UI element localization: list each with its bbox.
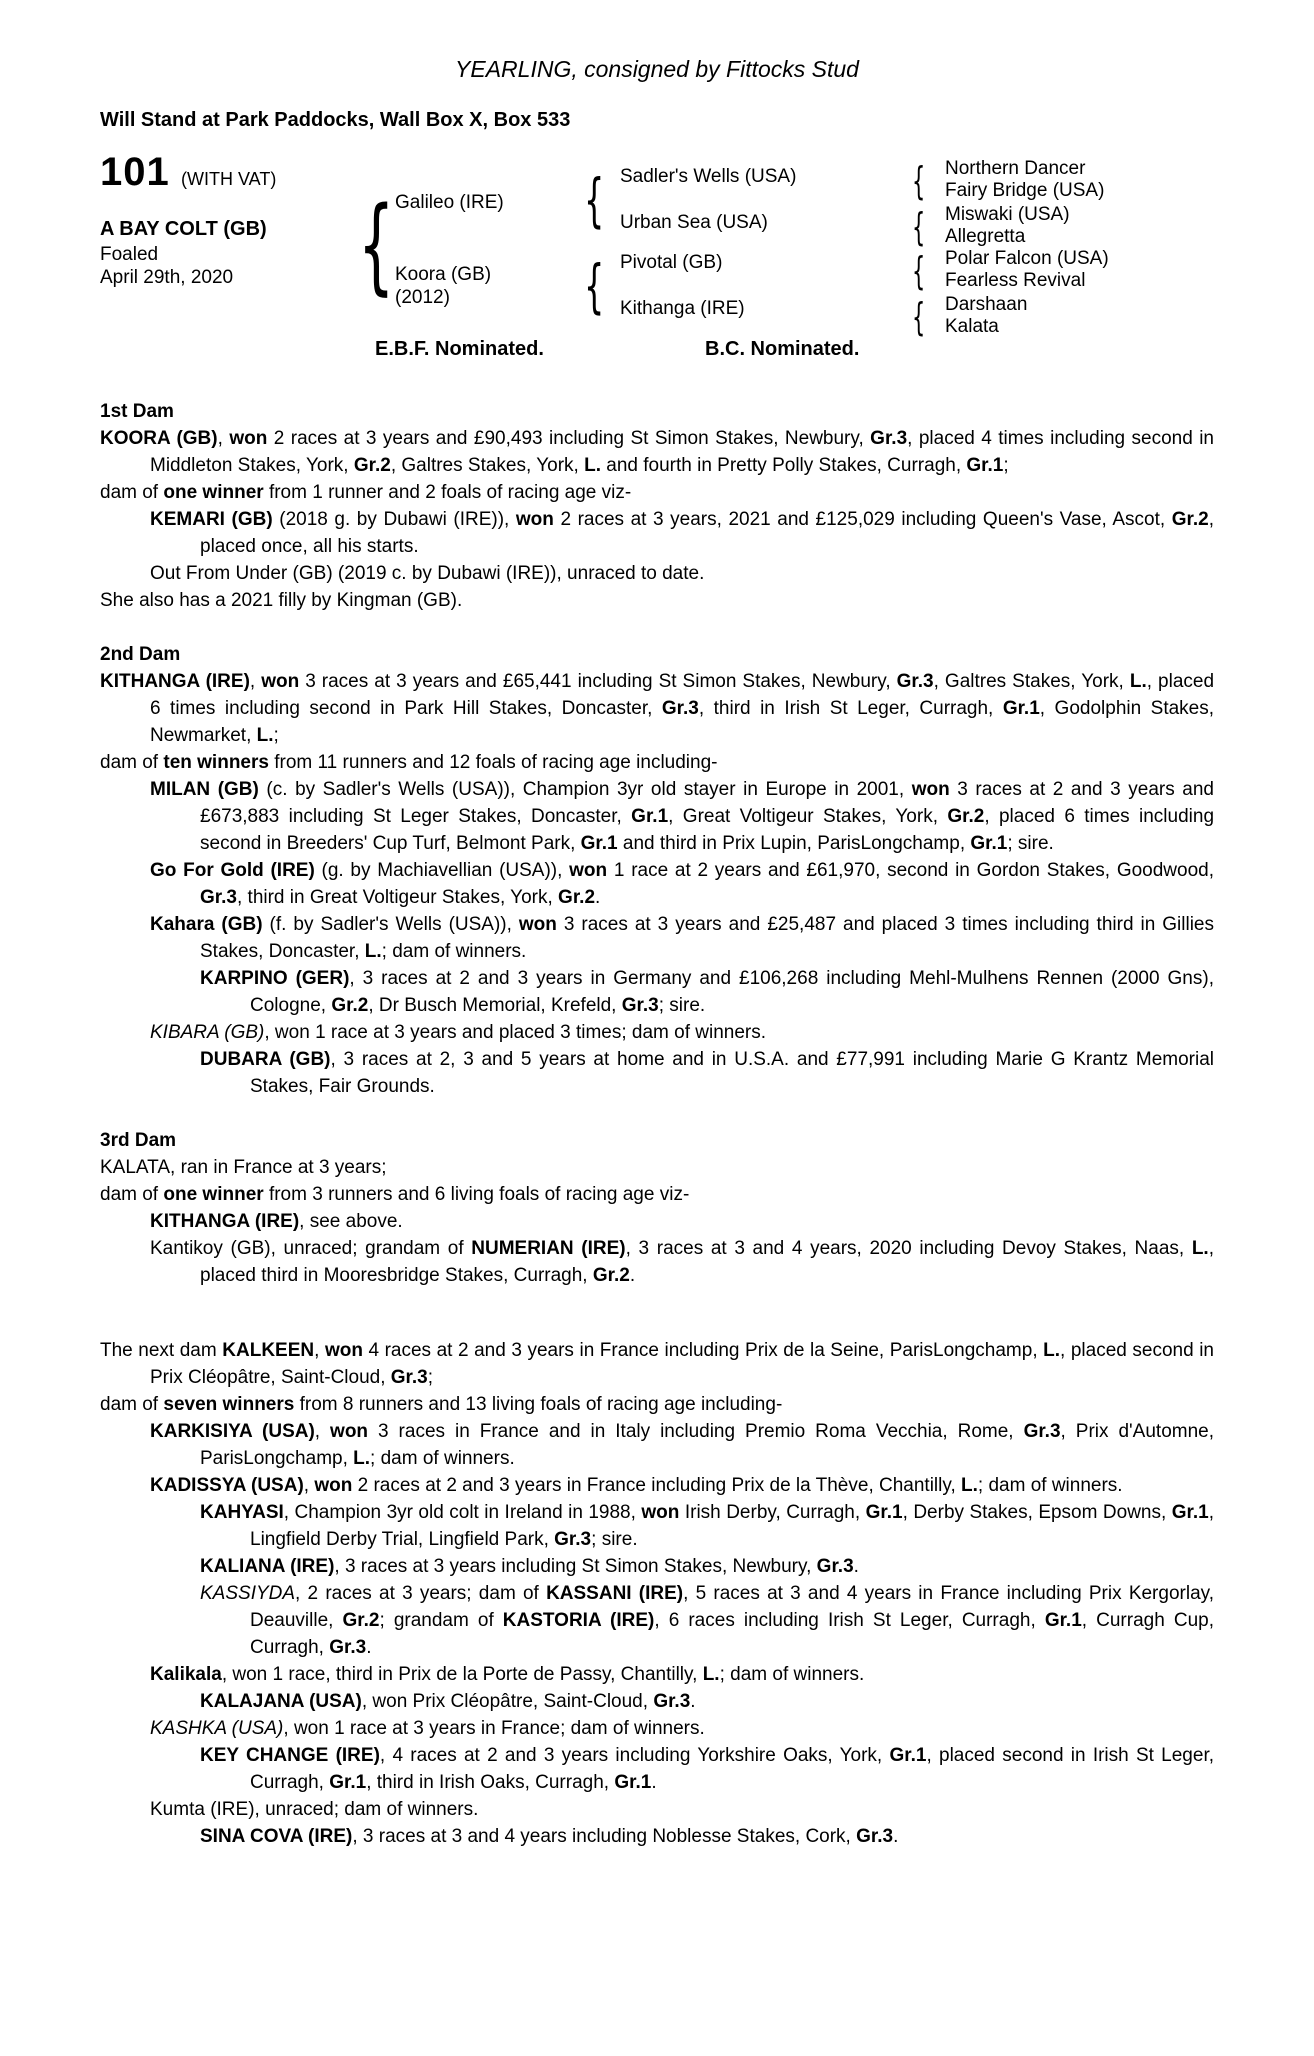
dam-name: Koora (GB) xyxy=(395,264,492,285)
great-grandparent-name: Polar Falcon (USA) xyxy=(945,248,1109,269)
lot-row xyxy=(100,150,276,195)
pedigree-paragraph: KIBARA (GB), won 1 race at 3 years and placed 3 times; dam of winners. xyxy=(150,1022,767,1043)
great-grandparent-name: Allegretta xyxy=(945,226,1026,247)
pedigree-brace-icon: { xyxy=(912,159,926,203)
pedigree-brace-icon: { xyxy=(358,184,395,306)
foaled-date: April 29th, 2020 xyxy=(100,267,234,288)
sire-name: Galileo (IRE) xyxy=(395,192,504,213)
great-grandparent-name: Kalata xyxy=(945,316,999,337)
sire-dam-name: Urban Sea (USA) xyxy=(620,212,768,233)
pedigree-paragraph: KADISSYA (USA), won 2 races at 2 and 3 years in France including Prix de la Thève, Chantilly, L.; dam of winners. xyxy=(150,1475,1123,1496)
great-grandparent-name: Northern Dancer xyxy=(945,158,1086,179)
dam-foaling-year: (2012) xyxy=(395,287,450,308)
pedigree-brace-icon: { xyxy=(912,249,926,293)
catalogue-text xyxy=(0,398,1314,1850)
pedigree-paragraph: KARPINO (GER), 3 races at 2 and 3 years in Germany and £106,268 including Mehl-Mulhens Rennen (2000 Gns), Cologne, Gr.2, Dr Busch Memorial, Krefeld, Gr.3; sire. xyxy=(200,968,1214,1016)
great-grandparent-name: Fairy Bridge (USA) xyxy=(945,180,1105,201)
pedigree-paragraph: KASSIYDA, 2 races at 3 years; dam of KASSANI (IRE), 5 races at 3 and 4 years in France including Prix Kergorlay, Deauville, Gr.2; grandam of KASTORIA (IRE), 6 races including Irish St Leger, Curragh, Gr.1, Curragh Cup, Curragh, Gr.3. xyxy=(200,1583,1215,1658)
vat-note: (WITH VAT) xyxy=(181,169,277,189)
great-grandparent-name: Darshaan xyxy=(945,294,1028,315)
horse-description: A BAY COLT (GB) xyxy=(100,218,267,240)
pedigree-diagram xyxy=(0,146,1314,378)
pedigree-paragraph: Kahara (GB) (f. by Sadler's Wells (USA)), won 3 races at 3 years and £25,487 and placed 3 times including third in Gillies Stakes, Doncaster, L.; dam of winners. xyxy=(150,914,1214,962)
dam-sire-name: Pivotal (GB) xyxy=(620,252,723,273)
pedigree-paragraph: KALIANA (IRE), 3 races at 3 years including St Simon Stakes, Newbury, Gr.3. xyxy=(200,1556,859,1577)
great-grandparent-name: Miswaki (USA) xyxy=(945,204,1070,225)
pedigree-brace-icon: { xyxy=(584,166,605,234)
pedigree-paragraph: KEMARI (GB) (2018 g. by Dubawi (IRE)), won 2 races at 3 years, 2021 and £125,029 including Queen's Vase, Ascot, Gr.2, placed once, all his starts. xyxy=(150,509,1214,557)
pedigree-paragraph: Kumta (IRE), unraced; dam of winners. xyxy=(150,1799,479,1820)
pedigree-brace-icon: { xyxy=(912,205,926,249)
sire-sire-name: Sadler's Wells (USA) xyxy=(620,166,797,187)
section-heading: 1st Dam xyxy=(100,401,174,422)
ebf-nominated-label: E.B.F. Nominated. xyxy=(375,338,544,360)
pedigree-paragraph: KARKISIYA (USA), won 3 races in France and in Italy including Premio Roma Vecchia, Rome, Gr.3, Prix d'Automne, ParisLongchamp, L.; dam of winners. xyxy=(150,1421,1215,1469)
pedigree-paragraph: KOORA (GB), won 2 races at 3 years and £90,493 including St Simon Stakes, Newbury, Gr.3, placed 4 times including second in Middleton Stakes, York, Gr.2, Galtres Stakes, York, L. and fourth in Pretty Polly Stakes, Curragh, Gr.1; xyxy=(100,428,1214,476)
pedigree-paragraph: She also has a 2021 filly by Kingman (GB). xyxy=(100,590,463,611)
pedigree-paragraph: KALAJANA (USA), won Prix Cléopâtre, Saint-Cloud, Gr.3. xyxy=(200,1691,696,1712)
pedigree-paragraph: Kantikoy (GB), unraced; grandam of NUMERIAN (IRE), 3 races at 3 and 4 years, 2020 including Devoy Stakes, Naas, L., placed third in Mooresbridge Stakes, Curragh, Gr.2. xyxy=(150,1238,1214,1286)
pedigree-paragraph: dam of ten winners from 11 runners and 12 foals of racing age including- xyxy=(100,752,718,773)
dam-dam-name: Kithanga (IRE) xyxy=(620,298,745,319)
pedigree-paragraph: The next dam KALKEEN, won 4 races at 2 and 3 years in France including Prix de la Seine, ParisLongchamp, L., placed second in Prix Cléopâtre, Saint-Cloud, Gr.3; xyxy=(100,1340,1214,1388)
pedigree-paragraph: Kalikala, won 1 race, third in Prix de la Porte de Passy, Chantilly, L.; dam of winners. xyxy=(150,1664,865,1685)
page-title: YEARLING, consigned by Fittocks Stud xyxy=(455,56,859,82)
pedigree-brace-icon: { xyxy=(584,252,605,320)
stand-location: Will Stand at Park Paddocks, Wall Box X, Box 533 xyxy=(100,109,571,131)
section-heading: 3rd Dam xyxy=(100,1130,177,1151)
pedigree-paragraph: dam of one winner from 3 runners and 6 living foals of racing age viz- xyxy=(100,1184,690,1205)
pedigree-paragraph: KITHANGA (IRE), see above. xyxy=(150,1211,403,1232)
bc-nominated-label: B.C. Nominated. xyxy=(705,338,860,360)
pedigree-paragraph: dam of one winner from 1 runner and 2 foals of racing age viz- xyxy=(100,482,632,503)
great-grandparent-name: Fearless Revival xyxy=(945,270,1086,291)
pedigree-paragraph: KALATA, ran in France at 3 years; xyxy=(100,1157,387,1178)
pedigree-paragraph: Out From Under (GB) (2019 c. by Dubawi (IRE)), unraced to date. xyxy=(150,563,705,584)
foaled-label: Foaled xyxy=(100,244,159,265)
pedigree-paragraph: dam of seven winners from 8 runners and 13 living foals of racing age including- xyxy=(100,1394,783,1415)
catalogue-page xyxy=(0,56,1314,1850)
lot-number: 101 xyxy=(100,150,170,194)
pedigree-paragraph: KAHYASI, Champion 3yr old colt in Ireland in 1988, won Irish Derby, Curragh, Gr.1, Derby Stakes, Epsom Downs, Gr.1, Lingfield Derby Trial, Lingfield Park, Gr.3; sire. xyxy=(200,1502,1214,1550)
pedigree-paragraph: MILAN (GB) (c. by Sadler's Wells (USA)), Champion 3yr old stayer in Europe in 2001, won 3 races at 2 and 3 years and £673,883 including St Leger Stakes, Doncaster, Gr.1, Great Voltigeur Stakes, York, Gr.2, placed 6 times including second in Breeders' Cup Turf, Belmont Park, Gr.1 and third in Prix Lupin, ParisLongchamp, Gr.1; sire. xyxy=(150,779,1215,854)
section-heading: 2nd Dam xyxy=(100,644,181,665)
pedigree-paragraph: KASHKA (USA), won 1 race at 3 years in France; dam of winners. xyxy=(150,1718,705,1739)
pedigree-brace-icon: { xyxy=(912,295,926,339)
pedigree-paragraph: DUBARA (GB), 3 races at 2, 3 and 5 years at home and in U.S.A. and £77,991 including Marie G Krantz Memorial Stakes, Fair Grounds. xyxy=(200,1049,1214,1097)
pedigree-paragraph: KEY CHANGE (IRE), 4 races at 2 and 3 years including Yorkshire Oaks, York, Gr.1, placed second in Irish St Leger, Curragh, Gr.1, third in Irish Oaks, Curragh, Gr.1. xyxy=(200,1745,1214,1793)
pedigree-paragraph: Go For Gold (IRE) (g. by Machiavellian (USA)), won 1 race at 2 years and £61,970, second in Gordon Stakes, Goodwood, Gr.3, third in Great Voltigeur Stakes, York, Gr.2. xyxy=(150,860,1214,908)
pedigree-paragraph: KITHANGA (IRE), won 3 races at 3 years and £65,441 including St Simon Stakes, Newbury, Gr.3, Galtres Stakes, York, L., placed 6 times including second in Park Hill Stakes, Doncaster, Gr.3, third in Irish St Leger, Curragh, Gr.1, Godolphin Stakes, Newmarket, L.; xyxy=(100,671,1215,746)
pedigree-paragraph: SINA COVA (IRE), 3 races at 3 and 4 years including Noblesse Stakes, Cork, Gr.3. xyxy=(200,1826,899,1847)
